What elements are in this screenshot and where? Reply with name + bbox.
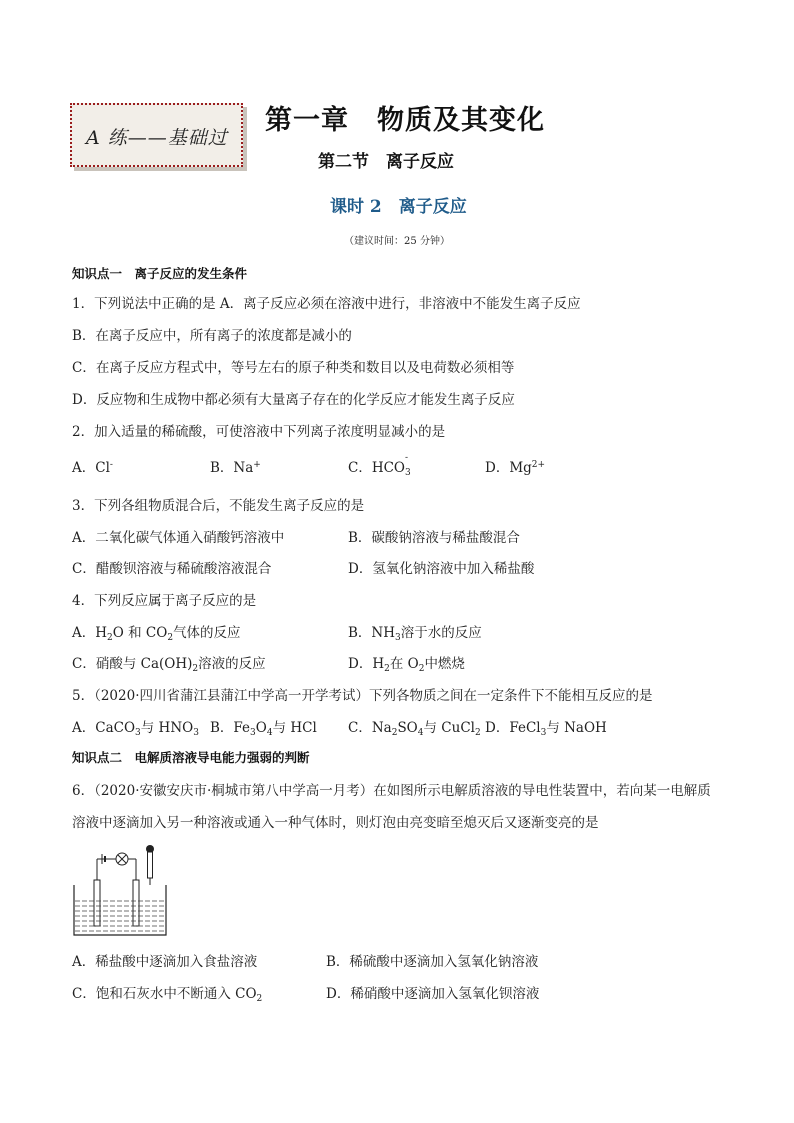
q6-option-b: B．稀硫酸中逐滴加入氢氧化钠溶液 xyxy=(326,954,539,970)
q4-option-c: C．硝酸与 $Ca(OH)_2$溶液的反应 xyxy=(72,656,266,674)
q1-option-b: B．在离子反应中，所有离子的浓度都是减小的 xyxy=(72,328,352,344)
q3-option-b: B．碳酸钠溶液与稀盐酸混合 xyxy=(348,530,520,546)
badge-text: A 练——基础过 xyxy=(86,127,228,149)
lesson-title: 课时 2 离子反应 xyxy=(330,197,467,217)
q3-option-d: D．氢氧化钠溶液中加入稀盐酸 xyxy=(348,561,535,577)
q6-option-d: D．稀硝酸中逐滴加入氢氧化钡溶液 xyxy=(326,986,540,1002)
knowledge-point-2-title: 知识点二 电解质溶液导电能力强弱的判断 xyxy=(72,750,310,765)
knowledge-point-1-title: 知识点一 离子反应的发生条件 xyxy=(72,266,248,281)
q6-stem-line-1: 6．（2020·安徽安庆市·桐城市第八中学高一月考）在如图所示电解质溶液的导电性装置中，若向某一电解质 xyxy=(72,783,711,799)
q1-stem: 1．下列说法中正确的是 A．离子反应必须在溶液中进行，非溶液中不能发生离子反应 xyxy=(72,296,581,312)
q2-option-c: C．HCO - 3 xyxy=(348,453,411,478)
q2-option-b: B．Na+ xyxy=(210,460,261,476)
q4-stem: 4．下列反应属于离子反应的是 xyxy=(72,593,257,609)
suggested-time: （建议时间：25 分钟） xyxy=(344,236,450,247)
q5-option-c: C．$Na_2SO_4$与 CuCl$_2$ xyxy=(348,720,481,738)
section-title: 第二节 离子反应 xyxy=(318,152,454,172)
q6-stem-line-2: 溶液中逐滴加入另一种溶液或通入一种气体时，则灯泡由亮变暗至熄灭后又逐渐变亮的是 xyxy=(72,815,599,831)
q2-stem: 2．加入适量的稀硫酸，可使溶液中下列离子浓度明显减小的是 xyxy=(72,424,446,440)
q3-option-a: A．二氧化碳气体通入硝酸钙溶液中 xyxy=(72,530,285,546)
practice-badge xyxy=(70,103,243,167)
q1-option-d: D．反应物和生成物中都必须有大量离子存在的化学反应才能发生离子反应 xyxy=(72,392,515,408)
q6-option-c: C．饱和石灰水中不断通入 $CO_2$ xyxy=(72,986,263,1004)
q4-option-b: B．$NH_3$溶于水的反应 xyxy=(348,625,482,643)
q5-option-b: B．$Fe_3O_4$与 HCl xyxy=(210,720,317,738)
q4-option-a: A．$H_2O$ 和 $CO_2$气体的反应 xyxy=(72,625,241,643)
q1-option-c: C．在离子反应方程式中，等号左右的原子种类和数目以及电荷数必须相等 xyxy=(72,360,515,376)
chapter-title: 第一章 物质及其变化 xyxy=(265,105,545,136)
q2-option-d: D．$Mg^{2+}$ xyxy=(485,460,546,476)
q5-option-d: D．FeCl$_3$与 NaOH xyxy=(485,720,607,738)
q3-stem: 3．下列各组物质混合后，不能发生离子反应的是 xyxy=(72,498,365,514)
q5-stem: 5．（2020·四川省蒲江县蒲江中学高一开学考试）下列各物质之间在一定条件下不能相互反应的是 xyxy=(72,688,653,704)
q6-option-a: A．稀盐酸中逐滴加入食盐溶液 xyxy=(72,954,258,970)
q5-option-a: A．CaCO$_3$与 $HNO_3$ xyxy=(72,720,199,738)
q2-option-a: A．Cl- xyxy=(72,460,113,476)
q3-option-c: C．醋酸钡溶液与稀硫酸溶液混合 xyxy=(72,561,272,577)
conductivity-apparatus-figure xyxy=(70,845,170,937)
q4-option-d: D．$H_2$在 $O_2$中燃烧 xyxy=(348,656,465,674)
